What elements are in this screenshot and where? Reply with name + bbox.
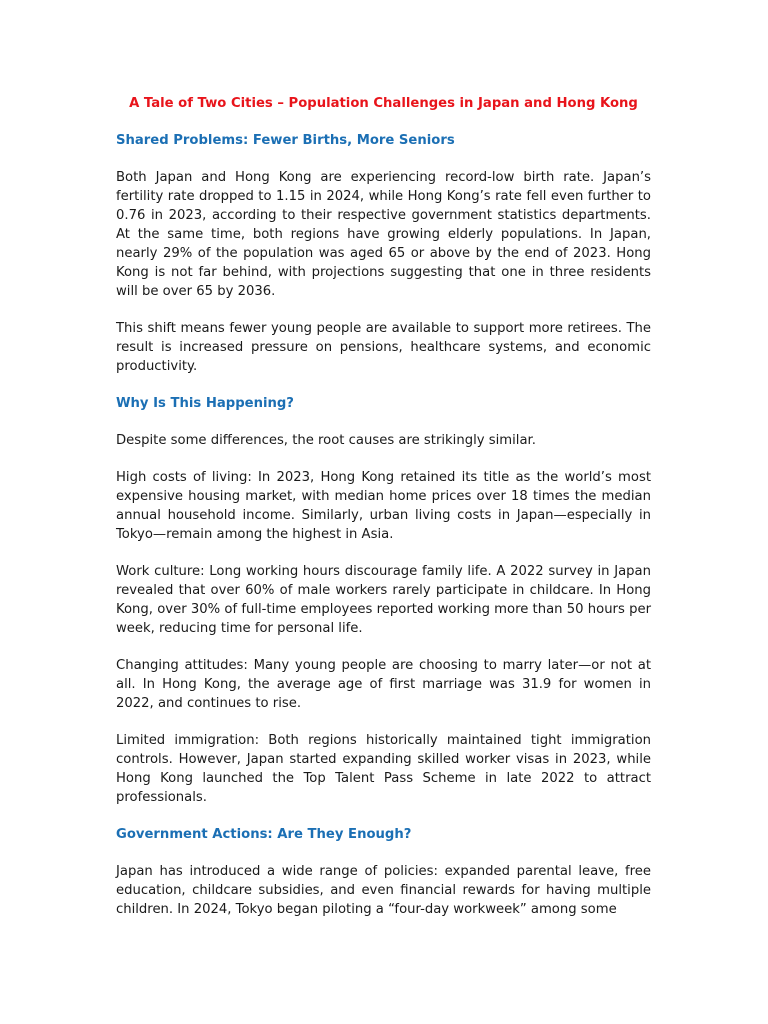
section-heading-government-actions: Government Actions: Are They Enough? — [116, 827, 412, 842]
paragraph: Work culture: Long working hours discourage family life. A 2022 survey in Japan revealed that over 60% of male workers rarely participate in childcare. In Hong Kong, over 30% of full-time employees reported working more than 50 hours per week, reducing time for personal life. — [116, 564, 651, 636]
paragraph: Changing attitudes: Many young people are choosing to marry later—or not at all. In Hong Kong, the average age of first marriage was 31.9 for women in 2022, and continues to rise. — [116, 658, 651, 711]
document-title: A Tale of Two Cities – Population Challenges in Japan and Hong Kong — [129, 96, 638, 111]
paragraph: High costs of living: In 2023, Hong Kong retained its title as the world’s most expensive housing market, with median home prices over 18 times the median annual household income. Similarly, urban living costs in Japan—especially in Tokyo—remain among the highest in Asia. — [116, 470, 651, 542]
paragraph: Limited immigration: Both regions historically maintained tight immigration controls. However, Japan started expanding skilled worker visas in 2023, while Hong Kong launched the Top Talent Pass Scheme in late 2022 to attract professionals. — [116, 733, 651, 805]
paragraph: Despite some differences, the root causes are strikingly similar. — [116, 433, 536, 448]
paragraph: Japan has introduced a wide range of policies: expanded parental leave, free education, childcare subsidies, and even financial rewards for having multiple children. In 2024, Tokyo began piloting a “four-day workweek” among some — [116, 864, 651, 917]
section-heading-shared-problems: Shared Problems: Fewer Births, More Seniors — [116, 133, 455, 148]
section-heading-why-happening: Why Is This Happening? — [116, 396, 294, 411]
paragraph: This shift means fewer young people are available to support more retirees. The result is increased pressure on pensions, healthcare systems, and economic productivity. — [116, 321, 651, 374]
document-page — [116, 94, 651, 937]
paragraph: Both Japan and Hong Kong are experiencing record-low birth rate. Japan’s fertility rate dropped to 1.15 in 2024, while Hong Kong’s rate fell even further to 0.76 in 2023, according to their respective government statistics departments. At the same time, both regions have growing elderly populations. In Japan, nearly 29% of the population was aged 65 or above by the end of 2023. Hong Kong is not far behind, with projections suggesting that one in three residents will be over 65 by 2036. — [116, 170, 651, 299]
